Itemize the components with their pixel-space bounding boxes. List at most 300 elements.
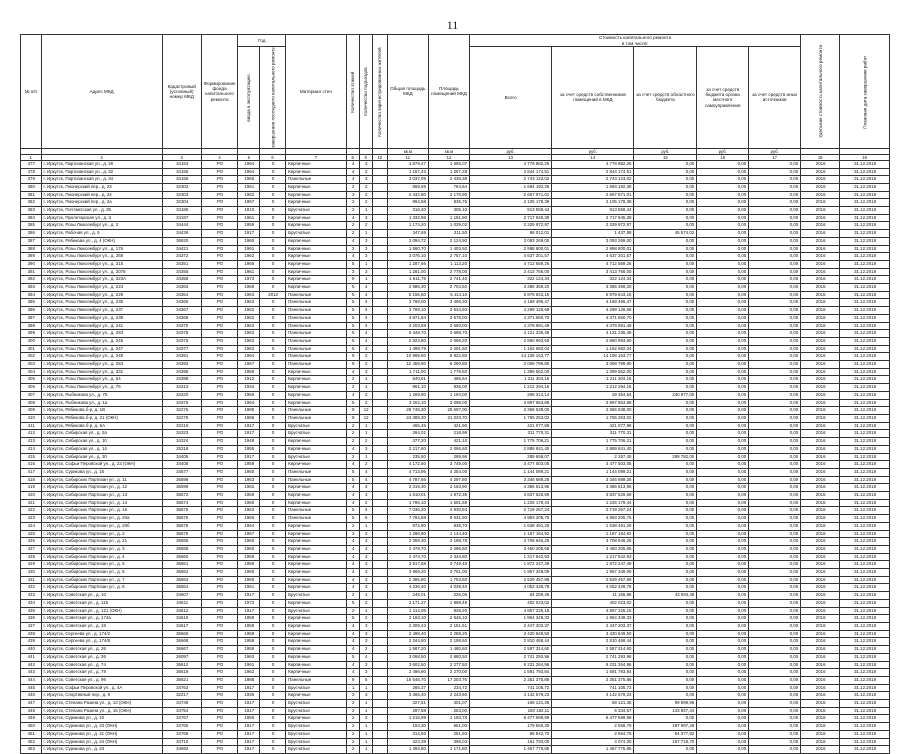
table-row [21, 330, 890, 338]
cell-regional: 0,00 [634, 276, 697, 284]
cell-floors: 5 [346, 468, 359, 476]
cell-total: 3 708 646,25 [470, 538, 552, 546]
cell-number: 437 [21, 622, 42, 630]
page-number: 11 [446, 18, 459, 32]
cell-total: 1 755 253,02 [470, 415, 552, 423]
cell-year-built: 1964 [238, 399, 260, 407]
cell-total: 4 371 650,70 [470, 314, 552, 322]
cell-total: 4 378 891,49 [470, 322, 552, 330]
cell-other: 0,00 [749, 260, 801, 268]
cell-year-built: 1959 [238, 646, 260, 654]
cell-floors: 2 [346, 738, 359, 746]
cell-fund: РО [201, 407, 238, 415]
cell-walls: Кирпичные [286, 584, 347, 592]
cell-floors: 5 [346, 515, 359, 523]
header-local: за счет средств бюджета органа местного самоуправления [697, 47, 749, 149]
cell-walls: Панельные [286, 345, 347, 353]
cell-owners: 2 366 538,00 [552, 407, 634, 415]
cell-year-overhaul: 0 [260, 530, 286, 538]
cell-regional: 0,00 [634, 607, 697, 615]
cell-number: 396 [21, 307, 42, 315]
cell-specific: 2016 [801, 445, 840, 453]
cell-regional: 0,00 [634, 422, 697, 430]
cell-other: 0,00 [749, 584, 801, 592]
cell-regional: 0,00 [634, 353, 697, 361]
cell-fund: РО [201, 268, 238, 276]
header-units-and-numbers [21, 148, 890, 160]
cell-address: г. Иркутск, Сибирская ул., д. 14 [41, 445, 162, 453]
cell-area-total: 5 448,70 [387, 330, 428, 338]
cell-number: 433 [21, 592, 42, 600]
cell-walls: Кирпичные [286, 438, 347, 446]
cell-regional: 0,00 [634, 638, 697, 646]
cell-other: 0,00 [749, 530, 801, 538]
cell-floors: 2 [346, 384, 359, 392]
cell-deadline: 31.12.2018 [840, 661, 890, 669]
cell-total: 1 694 192,36 [470, 183, 552, 191]
cell-deadline: 31.12.2018 [840, 384, 890, 392]
table-row [21, 222, 890, 230]
cell-owners: 2 529 457,89 [552, 576, 634, 584]
table-row [21, 630, 890, 638]
table-row [21, 684, 890, 692]
cell-specific: 2016 [801, 384, 840, 392]
cell-local: 0,00 [697, 630, 749, 638]
cell-area-rooms: 2 546,10 [428, 615, 469, 623]
cell-walls: Кирпичные [286, 399, 347, 407]
cell-area-rooms: 2 243,60 [428, 692, 469, 700]
cell-other: 0,00 [749, 353, 801, 361]
cell-local: 0,00 [697, 715, 749, 723]
cell-entrances: 1 [359, 746, 372, 754]
cell-cadastral: 36619 [162, 669, 201, 677]
cell-local: 0,00 [697, 183, 749, 191]
cell-walls: Кирпичные [286, 237, 347, 245]
cell-other: 0,00 [749, 368, 801, 376]
cell-local: 0,00 [697, 168, 749, 176]
cell-area-rooms: 1 193,78 [428, 715, 469, 723]
cell-local: 0,00 [697, 707, 749, 715]
cell-walls: Кирпичные [286, 630, 347, 638]
cell-walls: Панельные [286, 476, 347, 484]
cell-walls: Кирпичные [286, 160, 347, 168]
cell-specific: 2016 [801, 237, 840, 245]
cell-specific: 2016 [801, 723, 840, 731]
cell-fund: РО [201, 492, 238, 500]
cell-entrances: 1 [359, 707, 372, 715]
cell-cadastral: 34323 [162, 430, 201, 438]
cell-cadastral: 32303 [162, 191, 201, 199]
cell-year-built: 1959 [238, 492, 260, 500]
cell-area-total: 1 174,20 [387, 222, 428, 230]
cell-entrances: 2 [359, 399, 372, 407]
cell-floors: 4 [346, 368, 359, 376]
cell-entrances: 1 [359, 592, 372, 600]
cell-total: 2 351 375,86 [470, 676, 552, 684]
cell-walls: Кирпичные [286, 561, 347, 569]
cell-total: 150 182,11 [470, 707, 552, 715]
cell-area-rooms: 2 296,50 [428, 545, 469, 553]
cell-fund: РО [201, 584, 238, 592]
cell-entrances: 4 [359, 314, 372, 322]
cell-specific: 2016 [801, 715, 840, 723]
cell-residents [372, 345, 387, 353]
cell-floors: 4 [346, 661, 359, 669]
cell-fund: РО [201, 176, 238, 184]
cell-total: 1 144 099,21 [470, 468, 552, 476]
cell-entrances: 3 [359, 484, 372, 492]
cell-local: 0,00 [697, 376, 749, 384]
cell-walls: Кирпичные [286, 499, 347, 507]
cell-other: 0,00 [749, 746, 801, 754]
cell-entrances: 2 [359, 168, 372, 176]
cell-deadline: 31.12.2018 [840, 515, 890, 523]
cell-year-built: 1958 [238, 622, 260, 630]
cell-floors: 2 [346, 592, 359, 600]
cell-residents [372, 268, 387, 276]
cell-year-built: 1936 [238, 692, 260, 700]
cell-total: 421 077,88 [470, 422, 552, 430]
cell-residents [372, 507, 387, 515]
table-row [21, 622, 890, 630]
cell-walls: Кирпичные [286, 576, 347, 584]
cell-regional: 0,00 [634, 438, 697, 446]
cell-year-overhaul: 0 [260, 576, 286, 584]
table-row [21, 484, 890, 492]
cell-number: 388 [21, 245, 42, 253]
table-row [21, 530, 890, 538]
cell-year-built: 1961 [238, 268, 260, 276]
cell-area-total: 1 560,70 [387, 245, 428, 253]
cell-regional: 0,00 [634, 322, 697, 330]
cell-other: 0,00 [749, 422, 801, 430]
cell-entrances: 2 [359, 615, 372, 623]
cell-owners: 3 897 653,88 [552, 399, 634, 407]
cell-regional: 0,00 [634, 168, 697, 176]
cell-area-rooms: 2 291,50 [428, 345, 469, 353]
cell-specific: 2016 [801, 314, 840, 322]
cell-owners: 402 023,02 [552, 599, 634, 607]
cell-cadastral: 36560 [162, 553, 201, 561]
cell-address: г. Иркутск, Советская ул., д. 74 [41, 661, 162, 669]
cell-regional: 0,00 [634, 361, 697, 369]
table-row [21, 700, 890, 708]
cell-owners: 14 108 163,77 [552, 353, 634, 361]
cell-number: 411 [21, 422, 42, 430]
cell-local: 0,00 [697, 191, 749, 199]
cell-deadline: 31.12.2018 [840, 576, 890, 584]
cell-residents [372, 353, 387, 361]
cell-deadline: 31.12.2018 [840, 207, 890, 215]
cell-year-overhaul: 0 [260, 545, 286, 553]
cell-number: 427 [21, 545, 42, 553]
cell-number: 393 [21, 284, 42, 292]
cell-floors: 5 [346, 345, 359, 353]
cell-year-built: 1966 [238, 176, 260, 184]
cell-local: 0,00 [697, 199, 749, 207]
cell-other: 0,00 [749, 569, 801, 577]
cell-local: 0,00 [697, 430, 749, 438]
cell-address: г. Иркутск, Сибирских Партизан ул., д. 20б [41, 522, 162, 530]
cell-local: 0,00 [697, 484, 749, 492]
cell-address: г. Иркутск, Розы Люксембург ул., д. 268 [41, 253, 162, 261]
cell-floors: 2 [346, 723, 359, 731]
cell-area-total: 2 432,80 [387, 191, 428, 199]
cell-year-overhaul: 0 [260, 384, 286, 392]
cell-other: 0,00 [749, 168, 801, 176]
cell-address: г. Иркутск, Розы Люксембург ул., д. 239 [41, 314, 162, 322]
cell-year-built: 1956 [238, 391, 260, 399]
cell-cadastral: 34436 [162, 230, 201, 238]
cell-year-built: 1973 [238, 276, 260, 284]
cell-area-rooms: 3 761,00 [428, 569, 469, 577]
cell-floors: 5 [346, 307, 359, 315]
cell-year-overhaul: 0 [260, 622, 286, 630]
cell-entrances: 3 [359, 584, 372, 592]
cell-regional: 0,00 [634, 399, 697, 407]
table-row [21, 538, 890, 546]
cell-total: 2 743 123,02 [470, 176, 552, 184]
cell-owners: 311 770,31 [552, 430, 634, 438]
cell-cadastral: 36561 [162, 561, 201, 569]
cell-cadastral: 34768 [162, 730, 201, 738]
cell-owners: 4 712 569,26 [552, 260, 634, 268]
table-row [21, 160, 890, 168]
cell-year-built: 1963 [238, 345, 260, 353]
cell-specific: 2016 [801, 376, 840, 384]
cell-residents [372, 646, 387, 654]
cell-fund: РО [201, 230, 238, 238]
cell-residents [372, 245, 387, 253]
cell-floors: 4 [346, 445, 359, 453]
cell-total: 1 217 542,93 [470, 553, 552, 561]
cell-area-total: 2 309,43 [387, 622, 428, 630]
cell-local: 0,00 [697, 384, 749, 392]
cell-entrances: 1 [359, 453, 372, 461]
units-row-cell: руб. [697, 148, 749, 154]
cell-walls: Кирпичные [286, 368, 347, 376]
cell-regional: 187 997,28 [634, 723, 697, 731]
cell-year-built: 1917 [238, 700, 260, 708]
cell-area-total: 3 037,09 [387, 176, 428, 184]
cell-regional: 289 782,00 [634, 453, 697, 461]
cell-local: 0,00 [697, 499, 749, 507]
cell-year-built: 1964 [238, 160, 260, 168]
cell-owners: 4 386 613,95 [552, 484, 634, 492]
cell-entrances: 1 [359, 376, 372, 384]
cell-deadline: 31.12.2018 [840, 199, 890, 207]
cell-number: 417 [21, 468, 42, 476]
cell-owners: 4 778 882,26 [552, 160, 634, 168]
cell-year-built: 1962 [238, 253, 260, 261]
cell-year-overhaul: 0 [260, 630, 286, 638]
cell-specific: 2016 [801, 230, 840, 238]
header-cost-group [470, 35, 801, 47]
cell-year-built: 1963 [238, 653, 260, 661]
cell-area-total: 3 602,50 [387, 661, 428, 669]
cell-specific: 2016 [801, 499, 840, 507]
cell-residents [372, 738, 387, 746]
cell-other: 0,00 [749, 284, 801, 292]
cell-entrances: 3 [359, 176, 372, 184]
cell-deadline: 31.12.2018 [840, 438, 890, 446]
cell-year-built: 1917 [238, 592, 260, 600]
cell-other: 0,00 [749, 599, 801, 607]
cell-year-overhaul: 0 [260, 461, 286, 469]
cell-year-built: 1960 [238, 576, 260, 584]
cell-floors: 4 [346, 630, 359, 638]
cell-number: 387 [21, 237, 42, 245]
cell-regional: 0,00 [634, 245, 697, 253]
cell-entrances: 3 [359, 160, 372, 168]
cell-walls: Кирпичные [286, 615, 347, 623]
cell-regional: 0,00 [634, 669, 697, 677]
cell-residents [372, 707, 387, 715]
cell-cadastral: 34754 [162, 707, 201, 715]
cell-area-total: 2 171,27 [387, 599, 428, 607]
cell-area-total: 2 498,40 [387, 630, 428, 638]
cell-fund: РО [201, 692, 238, 700]
capital-repair-register-table [20, 34, 890, 754]
cell-specific: 2016 [801, 253, 840, 261]
cell-regional: 0,00 [634, 661, 697, 669]
cell-residents [372, 669, 387, 677]
cell-number: 425 [21, 530, 42, 538]
cell-entrances: 2 [359, 715, 372, 723]
cell-specific: 2016 [801, 160, 840, 168]
cell-fund: РО [201, 507, 238, 515]
cell-regional: 0,00 [634, 207, 697, 215]
cell-specific: 2016 [801, 430, 840, 438]
cell-cadastral: 34367 [162, 307, 201, 315]
cell-area-rooms: 2 436,38 [428, 176, 469, 184]
cell-floors: 2 [346, 746, 359, 754]
cell-owners: 1 217 542,93 [552, 553, 634, 561]
cell-cadastral: 34376 [162, 399, 201, 407]
cell-year-overhaul: 0 [260, 499, 286, 507]
header-no: № п/п [21, 35, 42, 149]
cell-specific: 2016 [801, 507, 840, 515]
cell-owners: 2 351 375,86 [552, 676, 634, 684]
cell-specific: 2016 [801, 522, 840, 530]
table-row [21, 322, 890, 330]
cell-area-rooms: 2 198,60 [428, 638, 469, 646]
cell-area-rooms: 4 930,94 [428, 507, 469, 515]
cell-walls: Кирпичные [286, 669, 347, 677]
cell-walls: Брусчатые [286, 700, 347, 708]
cell-other: 0,00 [749, 700, 801, 708]
cell-deadline: 31.12.2018 [840, 599, 890, 607]
cell-fund: РО [201, 569, 238, 577]
cell-residents [372, 615, 387, 623]
cell-other: 0,00 [749, 476, 801, 484]
cell-year-overhaul: 0 [260, 191, 286, 199]
cell-address: г. Иркутск, Сурикова ул., д. 23 [41, 746, 162, 754]
cell-walls: Брусчатые [286, 207, 347, 215]
cell-residents [372, 599, 387, 607]
cell-walls: Кирпичные [286, 484, 347, 492]
cell-year-overhaul: 2012 [260, 291, 286, 299]
cell-cadastral: 34376 [162, 337, 201, 345]
cell-other: 0,00 [749, 738, 801, 746]
cell-fund: РО [201, 353, 238, 361]
table-row [21, 615, 890, 623]
cell-year-built: 1960 [238, 237, 260, 245]
cell-area-rooms: 3 688,70 [428, 330, 469, 338]
cell-number: 408 [21, 399, 42, 407]
cell-deadline: 31.12.2018 [840, 653, 890, 661]
cell-number: 395 [21, 299, 42, 307]
cell-address: г. Иркутск, Сибирских Партизан ул., д. 2 [41, 530, 162, 538]
table-row [21, 515, 890, 523]
cell-year-built: 1917 [238, 453, 260, 461]
cell-deadline: 31.12.2018 [840, 723, 890, 731]
cell-local: 0,00 [697, 676, 749, 684]
cell-floors: 2 [346, 199, 359, 207]
cell-residents [372, 476, 387, 484]
cell-regional: 0,00 [634, 492, 697, 500]
cell-fund: РО [201, 399, 238, 407]
cell-walls: Кирпичные [286, 191, 347, 199]
table-row [21, 522, 890, 530]
cell-specific: 2016 [801, 453, 840, 461]
cell-area-total: 1 393,80 [387, 746, 428, 754]
cell-area-rooms: 2 277,50 [428, 661, 469, 669]
cell-regional: 0,00 [634, 415, 697, 423]
cell-floors: 1 [346, 684, 359, 692]
cell-year-overhaul: 0 [260, 468, 286, 476]
cell-year-built: 1959 [238, 368, 260, 376]
cell-specific: 2016 [801, 738, 840, 746]
cell-year-built: 1955 [238, 715, 260, 723]
cell-local: 0,00 [697, 314, 749, 322]
cell-local: 0,00 [697, 245, 749, 253]
cell-address: г. Иркутск, Сергеева ул., д. 174/8 [41, 638, 162, 646]
cell-number: 382 [21, 199, 42, 207]
cell-deadline: 31.12.2018 [840, 345, 890, 353]
cell-owners: 1 144 099,21 [552, 468, 634, 476]
cell-deadline: 31.12.2018 [840, 669, 890, 677]
cell-area-total: 28 746,30 [387, 407, 428, 415]
cell-owners: 2 844 174,51 [552, 168, 634, 176]
cell-year-built: 1917 [238, 230, 260, 238]
cell-year-overhaul: 0 [260, 299, 286, 307]
cell-area-total: 2 217,60 [387, 445, 428, 453]
cell-fund: РО [201, 499, 238, 507]
cell-year-overhaul: 0 [260, 422, 286, 430]
cell-local: 0,00 [697, 445, 749, 453]
cell-walls: Кирпичные [286, 260, 347, 268]
cell-cadastral: 36598 [162, 476, 201, 484]
cell-regional: 0,00 [634, 199, 697, 207]
cell-owners: 2 447 203,37 [552, 622, 634, 630]
cell-deadline: 31.12.2018 [840, 399, 890, 407]
cell-total: 2 998 800,01 [470, 245, 552, 253]
header-owners: за счет средств собственников помещений в МКД [552, 47, 634, 149]
cell-number: 423 [21, 515, 42, 523]
cell-area-total: 4 172,60 [387, 461, 428, 469]
cell-fund: РО [201, 630, 238, 638]
cell-fund: РО [201, 669, 238, 677]
cell-other: 0,00 [749, 453, 801, 461]
cell-residents [372, 700, 387, 708]
cell-entrances: 3 [359, 569, 372, 577]
cell-regional: 0,00 [634, 615, 697, 623]
cell-number: 407 [21, 391, 42, 399]
cell-deadline: 31.12.2018 [840, 176, 890, 184]
cell-local: 0,00 [697, 330, 749, 338]
cell-year-built: 1959 [238, 561, 260, 569]
